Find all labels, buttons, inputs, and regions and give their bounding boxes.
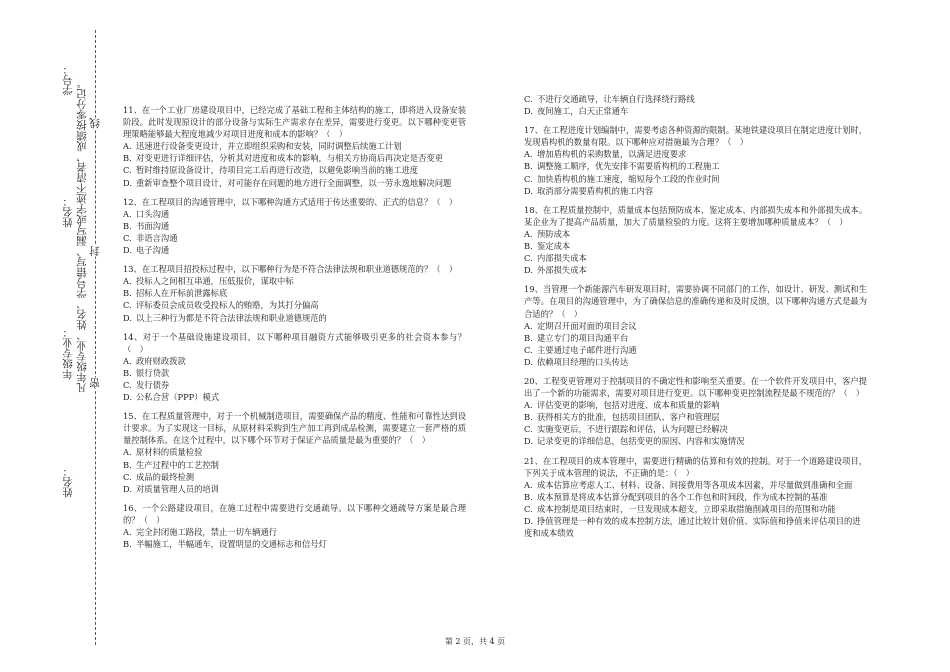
option-a: A. 完全封闭施工路段，禁止一切车辆通行 bbox=[123, 527, 278, 537]
question-12 bbox=[123, 196, 466, 256]
question-16 bbox=[123, 502, 466, 550]
option-c: C. 内部损失成本 bbox=[524, 253, 587, 264]
question-stem: 15、在工程质量管理中，对于一个机械制造项目，需要确保产品的精度、性能和可靠性达到设计要求。为了实现这一目标，从原材料采购到生产加工再到成品检测，需要建立一套严格的质量控制体系。在这个过程中，以下哪个环节对于保证产品质量是最为重要的？（ ） bbox=[123, 411, 466, 446]
binding-margin bbox=[0, 0, 108, 672]
option-d: D. 取消部分需要盾构机的施工内容 bbox=[524, 185, 654, 196]
option-b: B. 书面沟通 bbox=[123, 220, 170, 231]
option-c: C. 成本控制是项目结束时，一旦发现成本超支，立即采取措施削减项目的范围和功能 bbox=[524, 503, 836, 514]
question-11 bbox=[123, 104, 466, 189]
question-stem: 17、在工程进度计划编制中，需要考虑各种资源的限制。某地铁建设项目在制定进度计划时，发现盾构机的数量有限。以下哪种应对措施最为合理？（ ） bbox=[524, 125, 867, 148]
option-b: B. 获得相关方的批准，包括项目团队、客户和管理层 bbox=[524, 412, 720, 423]
question-15 bbox=[123, 410, 466, 495]
seal-mark-xian: 线 bbox=[89, 118, 101, 129]
option-d: D. 公私合营（PPP）模式 bbox=[123, 392, 220, 403]
option-b: B. 对变更进行详细评估，分析其对进度和成本的影响，与相关方协商后再决定是否变更 bbox=[123, 153, 443, 164]
option-c: C. 发行债券 bbox=[123, 379, 170, 390]
option-b: B. 鉴定成本 bbox=[524, 241, 571, 252]
option-b: B. 半幅施工，半幅通车，设置明显的交通标志和信号灯 bbox=[123, 539, 327, 550]
option-d: D. 挣值管理是一种有效的成本控制方法，通过比较计划价值、实际值和挣值来评估项目的进度和成本绩效 bbox=[524, 516, 861, 539]
option-a: A. 增加盾构机的采购数量，以满足进度要求 bbox=[524, 149, 687, 160]
option-a: A. 评估变更的影响，包括对进度、成本和质量的影响 bbox=[524, 400, 720, 411]
page-number: 第 2 页，共 4 页 bbox=[444, 637, 506, 646]
question-20 bbox=[524, 375, 867, 448]
option-c: C. 实施变更后，不进行跟踪和评估，认为问题已经解决 bbox=[524, 424, 728, 435]
question-stem: 12、在工程项目的沟通管理中，以下哪种沟通方式适用于传达重要的、正式的信息？（ ） bbox=[123, 196, 458, 207]
question-stem: 11、在一个工业厂房建设项目中，已经完成了基础工程和主体结构的施工，即将进入设备安装阶段。此时发现原设计的部分设备与实际生产需求存在差异，需要进行变更。以下哪种变更管理策略能够最大程度地减少对项目进度和成本的影响？（ ） bbox=[123, 105, 466, 140]
name-label: 姓名： bbox=[62, 196, 74, 228]
option-a: A. 政府财政拨款 bbox=[123, 355, 186, 366]
question-21 bbox=[524, 455, 867, 540]
option-b: B. 建立专门的项目沟通平台 bbox=[524, 332, 629, 343]
question-13 bbox=[123, 263, 466, 323]
option-a: A. 原材料的质量检验 bbox=[123, 447, 203, 458]
option-a: A. 投标人之间相互串通，压低报价，谋取中标 bbox=[123, 276, 294, 287]
option-d: D. 夜间施工，白天正常通车 bbox=[524, 106, 629, 117]
option-b: B. 生产过程中的工艺控制 bbox=[123, 459, 219, 470]
question-stem: 18、在工程质量控制中，质量成本包括预防成本、鉴定成本、内部损失成本和外部损失成本。某企业为了提高产品质量，加大了质量检验的力度。这将主要增加哪种质量成本？（ ） bbox=[524, 204, 867, 227]
grade-label: 年级专业： bbox=[62, 327, 74, 380]
question-17 bbox=[524, 124, 867, 197]
question-stem: 14、对于一个基础设施建设项目，以下哪种项目融资方式能够吸引更多的社会资本参与？（ ） bbox=[123, 331, 466, 354]
question-stem: 21、在工程项目的成本管理中，需要进行精确的估算和有效的控制。对于一个道路建设项目，下列关于成本管理的说法，不正确的是：（ ） bbox=[524, 455, 867, 478]
option-c: C. 评标委员会成员收受投标人的贿赂，为其打分偏高 bbox=[123, 300, 319, 311]
option-a: A. 成本估算应考虑人工、材料、设备、间接费用等各项成本因素，并尽量做到准确和全面 bbox=[524, 479, 853, 490]
question-stem: 13、在工程项目招投标过程中，以下哪种行为是不符合法律法规和职业道德规范的？（ ） bbox=[123, 264, 458, 275]
option-b: B. 成本预算是将成本估算分配到项目的各个工作包和时间段，作为成本控制的基准 bbox=[524, 491, 828, 502]
question-18 bbox=[524, 204, 867, 277]
option-d: D. 以上三种行为都是不符合法律法规和职业道德规范的 bbox=[123, 312, 327, 323]
question-19 bbox=[524, 283, 867, 368]
option-d: D. 外部损失成本 bbox=[524, 265, 587, 276]
seal-mark-mi: 密 bbox=[89, 378, 101, 389]
option-a: A. 迅速进行设备变更设计，并立即组织采购和安装，同时调整后续施工计划 bbox=[123, 141, 402, 152]
option-c: C. 非语言沟通 bbox=[123, 232, 178, 243]
option-b: B. 调整施工顺序，优先安排不需要盾构机的工程施工 bbox=[524, 161, 720, 172]
option-d: D. 重新审查整个项目设计，对可能存在问题的地方进行全面调整，以一劳永逸地解决问题 bbox=[123, 177, 452, 188]
option-d: D. 电子沟通 bbox=[123, 245, 170, 256]
left-column bbox=[123, 104, 466, 557]
option-d: D. 记录变更的详细信息，包括变更的原因、内容和实施情况 bbox=[524, 436, 745, 447]
option-c: C. 加快盾构机的施工速度，缩短每个工段的作业时间 bbox=[524, 173, 720, 184]
option-a: A. 预防成本 bbox=[524, 228, 571, 239]
seal-mark-feng: 封 bbox=[89, 246, 101, 257]
option-a: A. 口头沟通 bbox=[123, 208, 170, 219]
binding-warning: 凡年级专业、姓名、学号错写、漏写或字迹不清者，成绩按零分记。 bbox=[76, 78, 88, 393]
option-c: C. 暂时维持原设备设计，待项目完工后再进行改造，以避免影响当前的施工进度 bbox=[123, 165, 419, 176]
option-d: D. 对质量管理人员的培训 bbox=[123, 483, 219, 494]
option-d: D. 依赖项目经理的口头传达 bbox=[524, 356, 629, 367]
option-c: C. 成品的最终检测 bbox=[123, 471, 195, 482]
option-a: A. 定期召开面对面的项目会议 bbox=[524, 320, 637, 331]
option-b: B. 招标人在开标前泄露标底 bbox=[123, 288, 228, 299]
question-16-continued bbox=[524, 93, 867, 117]
right-column bbox=[524, 93, 867, 546]
option-c: C. 主要通过电子邮件进行沟通 bbox=[524, 344, 637, 355]
question-stem: 20、工程变更管理对于控制项目的不确定性和影响至关重要。在一个软件开发项目中，客户提出了一个新的功能需求，需要对项目进行变更。以下哪种变更控制流程是最不规范的？（ ） bbox=[524, 375, 867, 399]
question-14 bbox=[123, 331, 466, 404]
school-label: 姓名： bbox=[62, 466, 74, 498]
option-b: B. 银行贷款 bbox=[123, 367, 170, 378]
student-id-label: 学号： bbox=[62, 64, 74, 96]
option-c: C. 不进行交通疏导，让车辆自行选择绕行路线 bbox=[524, 94, 695, 104]
question-stem: 16、一个公路建设项目，在施工过程中需要进行交通疏导。以下哪种交通疏导方案是最合理的？（ ） bbox=[123, 502, 466, 525]
question-stem: 19、当管理一个新能源汽车研发项目时，需要协调不同部门的工作，如设计、研发、测试和生产等。在项目的沟通管理中，为了确保信息的准确传递和及时反馈，以下哪种沟通方式是最为合适的？（ ） bbox=[524, 284, 867, 319]
